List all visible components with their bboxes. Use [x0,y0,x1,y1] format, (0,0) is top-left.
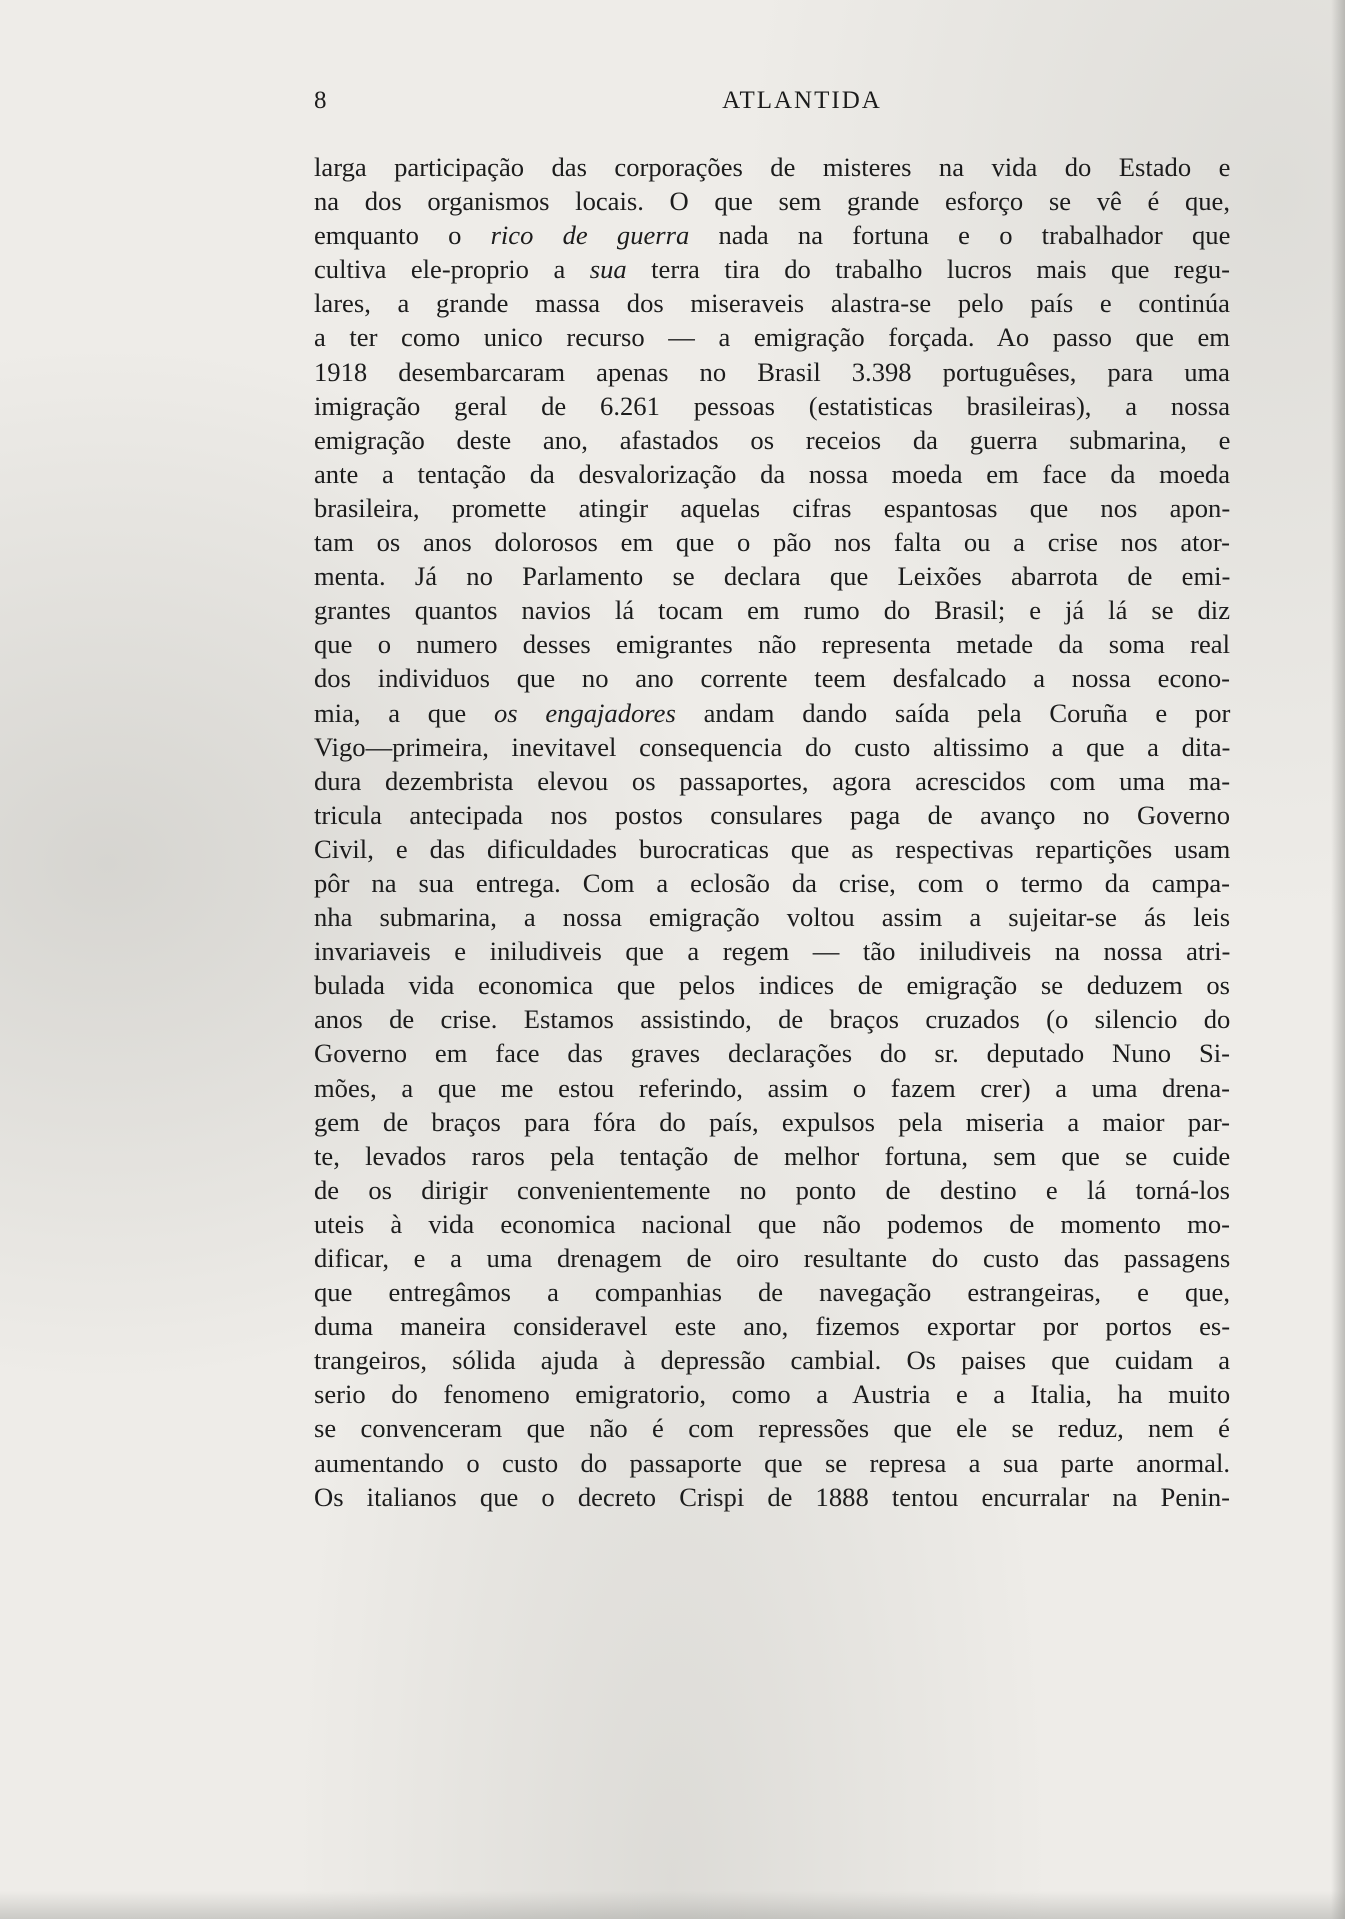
text-line [314,866,1230,900]
text-line [314,798,1230,832]
text-line [314,593,1230,627]
text-line [314,1480,1230,1514]
text-line [314,559,1230,593]
page-number: 8 [314,87,327,114]
text-line [314,1002,1230,1036]
text-line [314,832,1230,866]
text-line [314,150,1230,184]
text-segment: anos de crise. Estamos assistindo, de braços cruzados (o silencio do [314,1004,1231,1035]
text-segment: emigração deste ano, afastados os receios da guerra submarina, e [314,424,1231,455]
text-line [314,1241,1230,1275]
text-segment: duma maneira consideravel este ano, fizemos exportar por portos es- [314,1311,1231,1342]
italic-text: sua [589,254,627,285]
text-segment: andam dando saída pela Coruña e por [675,697,1231,728]
text-segment: te, levados raros pela tentação de melhor fortuna, sem que se cuide [314,1140,1231,1171]
text-segment: bulada vida economica que pelos indices de emigração se deduzem os [314,970,1230,1001]
italic-text: os engajadores [493,697,676,728]
text-segment: trangeiros, sólida ajuda à depressão cambial. Os paises que cuidam a [314,1345,1231,1376]
text-line [314,696,1230,730]
running-title: ATLANTIDA [722,87,882,114]
text-line [314,1309,1230,1343]
text-segment: nha submarina, a nossa emigração voltou assim a sujeitar-se ás leis [314,902,1231,933]
text-segment: pôr na sua entrega. Com a eclosão da crise, com o termo da campa- [314,867,1231,898]
page-bottom-shadow [0,1891,1345,1919]
text-line [314,389,1230,423]
text-line [314,184,1230,218]
text-segment: gem de braços para fóra do país, expulsos pela miseria a maior par- [314,1106,1230,1137]
body-text [314,150,1230,1514]
text-line [314,1173,1230,1207]
text-line [314,1446,1230,1480]
text-segment: lares, a grande massa dos miseraveis alastra-se pelo país e continúa [314,288,1230,319]
italic-text: rico de guerra [490,220,690,251]
text-segment: uteis à vida economica nacional que não podemos de momento mo- [314,1208,1230,1239]
text-segment: que entregâmos a companhias de navegação estrangeiras, e que, [314,1277,1230,1308]
text-segment: Civil, e das dificuldades burocraticas que as respectivas repartições usam [314,833,1231,864]
text-segment: tam os anos dolorosos em que o pão nos falta ou a crise nos ator- [314,527,1230,558]
text-line [314,900,1230,934]
text-line [314,730,1230,764]
text-segment: ante a tentação da desvalorização da nossa moeda em face da moeda [314,458,1230,489]
text-segment: tricula antecipada nos postos consulares paga de avanço no Governo [314,799,1230,830]
text-line [314,661,1230,695]
text-segment: nada na fortuna e o trabalhador que [689,220,1231,251]
text-segment: grantes quantos navios lá tocam em rumo do Brasil; e já lá se diz [314,595,1230,626]
text-line [314,1275,1230,1309]
text-segment: larga participação das corporações de misteres na vida do Estado e [314,152,1231,182]
text-segment: a ter como unico recurso — a emigração forçada. Ao passo que em [314,322,1230,353]
text-line [314,525,1230,559]
text-line [314,423,1230,457]
text-line [314,320,1230,354]
text-segment: Os italianos que o decreto Crispi de 1888 tentou encurralar na Penin- [314,1481,1230,1512]
text-segment: imigração geral de 6.261 pessoas (estatisticas brasileiras), a nossa [314,390,1230,421]
text-segment: cultiva ele-proprio a [314,254,590,285]
text-segment: mia, a que [314,697,494,728]
text-line [314,457,1230,491]
text-line [314,1071,1230,1105]
text-segment: aumentando o custo do passaporte que se represa a sua parte anormal. [314,1447,1230,1478]
text-segment: invariaveis e iniludiveis que a regem — tão iniludiveis na nossa atri- [314,936,1231,967]
text-segment: se convenceram que não é com repressões que ele se reduz, nem é [314,1413,1230,1444]
text-line [314,1036,1230,1070]
text-line [314,1343,1230,1377]
text-line [314,491,1230,525]
text-segment: dificar, e a uma drenagem de oiro resultante do custo das passagens [314,1243,1231,1273]
text-segment: terra tira do trabalho lucros mais que regu- [626,254,1231,285]
page-header [314,84,1230,124]
page-edge-shadow [1331,0,1345,1919]
text-segment: emquanto o [314,220,491,251]
text-segment: menta. Já no Parlamento se declara que Leixões abarrota de emi- [314,561,1231,592]
text-segment: 1918 desembarcaram apenas no Brasil 3.398 portuguêses, para uma [314,356,1230,387]
text-segment: de os dirigir convenientemente no ponto de destino e lá torná-los [314,1174,1230,1205]
text-line [314,218,1230,252]
text-line [314,286,1230,320]
text-segment: mões, a que me estou referindo, assim o fazem crer) a uma drena- [314,1072,1230,1103]
text-line [314,1411,1230,1445]
text-segment: que o numero desses emigrantes não representa metade da soma real [314,629,1230,660]
text-line [314,1377,1230,1411]
text-line [314,1105,1230,1139]
text-line [314,355,1230,389]
text-segment: dos individuos que no ano corrente teem desfalcado a nossa econo- [314,663,1230,694]
text-line [314,627,1230,661]
text-line [314,934,1230,968]
text-line [314,1207,1230,1241]
text-segment: dura dezembrista elevou os passaportes, agora acrescidos com uma ma- [314,765,1231,796]
text-line [314,968,1230,1002]
text-segment: Governo em face das graves declarações do sr. deputado Nuno Si- [314,1038,1230,1069]
text-line [314,252,1230,286]
text-segment: na dos organismos locais. O que sem grande esforço se vê é que, [314,186,1230,217]
text-line [314,1139,1230,1173]
text-segment: serio do fenomeno emigratorio, como a Austria e a Italia, ha muito [314,1379,1231,1410]
text-line [314,764,1230,798]
text-segment: Vigo—primeira, inevitavel consequencia do custo altissimo a que a dita- [314,731,1231,762]
text-segment: brasileira, promette atingir aquelas cifras espantosas que nos apon- [314,492,1231,523]
